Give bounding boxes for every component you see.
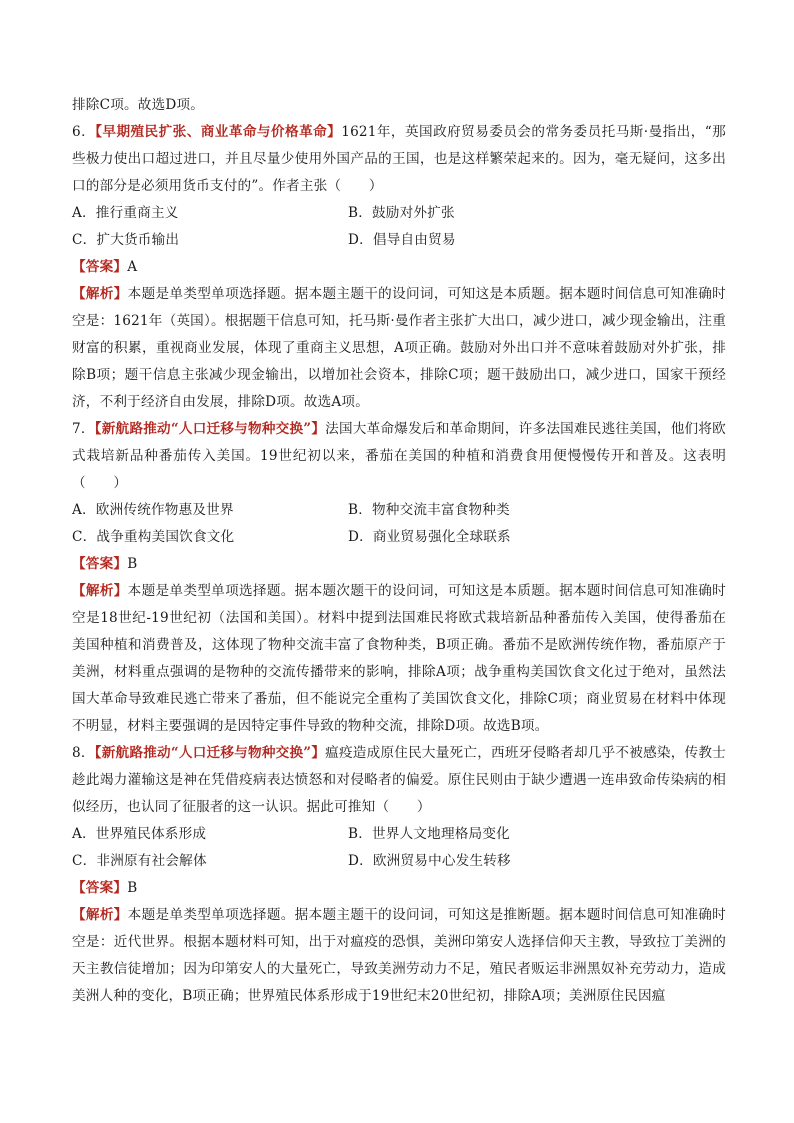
analysis-text: 本题是单类型单项选择题。据本题主题干的设问词，可知这是本质题。据本题时间信息可知准确时空是：1621年（英国）。根据题干信息可知，托马斯·曼作者主张扩大出口，减少进口，减少现金输出，注重财富的积累，重视商业发展，体现了重商主义思想，A项正确。鼓励对外出口并不意味着鼓励对外扩张，排除B项；题干信息主张减少现金输出，以增加社会资本，排除C项；题干鼓励出口，减少进口，国家干预经济，不利于经济自由发展，排除D项。故选A项。 [72,286,726,410]
question-number: 6． [72,124,96,140]
question-number: 7． [72,421,95,437]
analysis-paragraph [72,902,726,1010]
option-a: A．世界殖民体系形成 [72,826,207,842]
question-8 [72,740,726,1010]
options-row [72,497,726,524]
question-number: 8． [72,745,95,761]
option-c: C．非洲原有社会解体 [72,853,207,869]
question-topic-tag: 【新航路推动“人口迁移与物种交换”】 [94,745,326,761]
option-d: D．倡导自由贸易 [348,232,456,248]
question-text: 瘟疫造成原住民大量死亡，西班牙侵略者却几乎不被感染，传教士趁此竭力灌输这是神在凭借疫病表达愤怒和对侵略者的偏爱。原住民则由于缺少遭遇一连串致命传染病的相似经历，也认同了征服者的这一认识。据此可推知（ ） [72,745,726,815]
question-topic-tag: 【新航路推动“人口迁移与物种交换”】 [94,421,326,437]
question-topic-tag: 【早期殖民扩张、商业革命与价格革命】 [95,124,342,140]
options-row [72,848,726,875]
answer-value: B [127,556,138,572]
analysis-label: 【解析】 [72,583,128,599]
answer-label: 【答案】 [72,556,128,572]
answer-line [72,254,726,281]
question-6 [72,119,726,416]
option-b: B．鼓励对外扩张 [348,205,455,221]
question-stem [72,416,726,497]
question-stem [72,119,726,200]
answer-value: A [127,259,138,275]
options-row [72,821,726,848]
question-stem [72,740,726,821]
analysis-label: 【解析】 [72,907,128,923]
options-row [72,200,726,227]
option-c: C．扩大货币输出 [72,232,180,248]
analysis-label: 【解析】 [72,286,128,302]
answer-line [72,551,726,578]
answer-line [72,875,726,902]
intro-line: 排除C项。故选D项。 [72,97,205,113]
option-d: D．欧洲贸易中心发生转移 [348,853,511,869]
option-a: A．推行重商主义 [72,205,179,221]
options-row [72,227,726,254]
question-text: 法国大革命爆发后和革命期间，许多法国难民逃往美国，他们将欧式栽培新品种番茄传入美国。19世纪初以来，番茄在美国的种植和消费食用便慢慢传开和普及。这表明（ ） [72,421,726,491]
question-text: 1621年，英国政府贸易委员会的常务委员托马斯·曼指出，“那些极力使出口超过进口，并且尽量少使用外国产品的王国，也是这样繁荣起来的。因为，毫无疑问，这多出口的部分是必须用货币支付的”。作者主张（ ） [72,124,726,194]
option-c: C．战争重构美国饮食文化 [72,529,235,545]
page-content [72,92,726,1010]
options-row [72,524,726,551]
option-a: A．欧洲传统作物惠及世界 [72,502,234,518]
answer-label: 【答案】 [72,259,128,275]
answer-value: B [127,880,138,896]
question-7 [72,416,726,740]
option-b: B．物种交流丰富食物种类 [348,502,510,518]
analysis-paragraph [72,281,726,416]
analysis-text: 本题是单类型单项选择题。据本题次题干的设问词，可知这是本质题。据本题时间信息可知准确时空是18世纪-19世纪初（法国和美国）。材料中提到法国难民将欧式栽培新品种番茄传入美国，使得番茄在美国种植和消费普及，这体现了物种交流丰富了食物种类，B项正确。番茄不是欧洲传统作物，番茄原产于美洲，材料重点强调的是物种的交流传播带来的影响，排除A项；战争重构美国饮食文化过于绝对，虽然法国大革命导致难民逃亡带来了番茄，但不能说完全重构了美国饮食文化，排除C项；商业贸易在材料中体现不明显，材料主要强调的是因特定事件导致的物种交流，排除D项。故选B项。 [72,583,726,734]
answer-label: 【答案】 [72,880,128,896]
analysis-paragraph [72,578,726,740]
option-d: D．商业贸易强化全球联系 [348,529,511,545]
analysis-text: 本题是单类型单项选择题。据本题主题干的设问词，可知这是推断题。据本题时间信息可知准确时空是：近代世界。根据本题材料可知，出于对瘟疫的恐惧，美洲印第安人选择信仰天主教，导致拉丁美洲的天主教信徒增加；因为印第安人的大量死亡，导致美洲劳动力不足，殖民者贩运非洲黑奴补充劳动力，造成美洲人种的变化，B项正确；世界殖民体系形成于19世纪末20世纪初，排除A项；美洲原住民因瘟 [72,907,726,1004]
option-b: B．世界人文地理格局变化 [348,826,510,842]
